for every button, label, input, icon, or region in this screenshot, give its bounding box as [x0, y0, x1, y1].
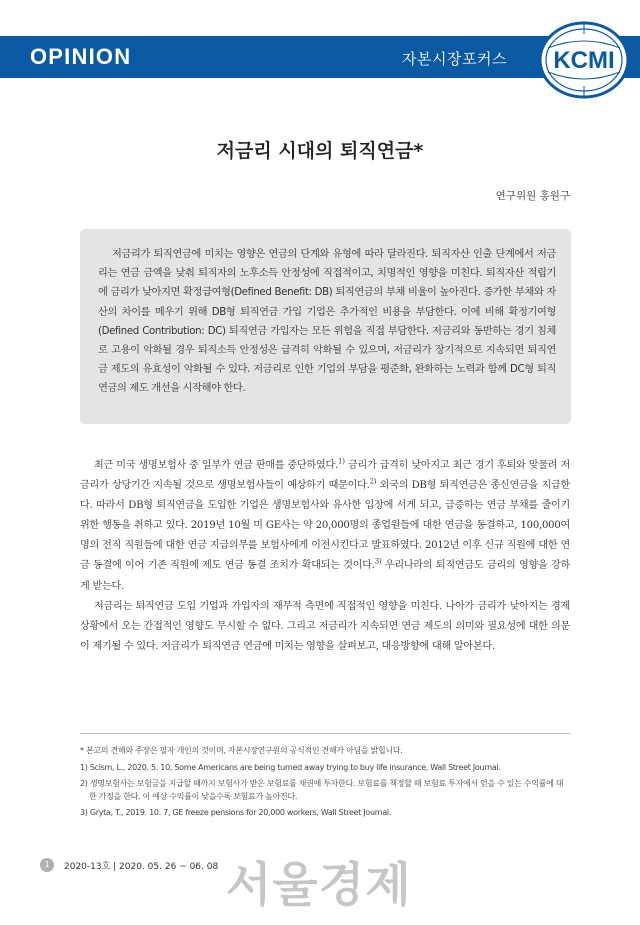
abstract-text: 저금리가 퇴직연금에 미치는 영향은 연금의 단계와 유형에 따라 달라진다. 퇴직자산 인출 단계에서 저금리는 연금 금액을 낮춰 퇴직자의 노후소득 안정성에 직접적이고, 치명적인 영향을 미친다. 퇴직자산 적립기에 금리가 낮아지면 확정급여형(Defined Benefit: DB) 퇴직연금의 부채 비율이 높아진다. 증가한 부채와 자산의 차이를 메우기 위해 DB형 퇴직연금 가입 기업은 추가적인 비용을 부담한다. 이에 비해 확정기여형(Defined Contribution: DC) 퇴직연금 가입자는 모든 위험을 직접 부담한다. 저금리와 동반하는 경기 침체로 고용이 악화될 경우 퇴직소득 안정성은 급격히 악화될 수 있으며, 저금리가 장기적으로 지속되면 퇴직연금 제도의 유효성이 악화될 수 있다. 저금리로 인한 기업의 부담을 평준화, 완화하는 노력과 함께 DC형 퇴직연금의 제도 개선을 시작해야 한다. — [98, 249, 556, 395]
article-title: 저금리 시대의 퇴직연금* — [216, 140, 424, 162]
body-paragraph-2: 저금리는 퇴직연금 도입 기업과 가입자의 재무적 측면에 직접적인 영향을 미친다. 나아가 금리가 낮아지는 경제 상황에서 오는 간접적인 영향도 무시할 수 없다. 그리고 저금리가 지속되면 연금 제도의 의미와 필요성에 대한 의문이 제기될 수 있다. 저금리가 퇴직연금 연금에 미치는 영향을 살펴보고, 대응방향에 대해 알아본다. — [80, 600, 570, 652]
footnote-divider — [80, 733, 570, 734]
footnote-ref-2: 2) — [369, 477, 377, 486]
para1-text-3: 외국의 DB형 퇴직연금은 종신연금을 지급한다. 따라서 DB형 퇴직연금을 도입한 기업은 생명보험사와 유사한 입장에 서게 되고, 급증하는 연금 부채를 줄이기 위한 행동을 취하고 있다. 2019년 10월 미 GE사는 약 20,000명의 종업원들에 대한 연금을 동결하고, 100,000여명의 전직 직원들에 대한 연금 지급의무를 보험사에게 이전시킨다고 발표하였다. 2012년 이후 신규 직원에 대한 연금 동결에 이어 기존 직원에 제도 연금 동결 조치가 확대되는 것이다. — [80, 480, 571, 572]
body-paragraph-1 — [80, 456, 570, 597]
section-label: OPINION — [30, 44, 132, 69]
issue-info: 2020-13호 | 2020. 05. 26 ~ 06. 08 — [64, 862, 219, 872]
author-line: 연구위원 홍원구 — [495, 190, 570, 202]
article-body — [80, 456, 570, 657]
footnote-ref-3: 3) — [374, 558, 382, 567]
watermark: 서울경제 — [226, 858, 412, 913]
footnote-1: 1) Scism, L., 2020. 5. 10, Some Americans are being turned away trying to buy life insurance, Wall Street Journal. — [80, 762, 501, 772]
kcmi-logo — [536, 20, 632, 100]
para1-text-4: 우리나라의 퇴직연금도 금리의 영향을 강하게 받는다. — [80, 560, 570, 592]
abstract-box — [80, 229, 571, 424]
footnotes — [80, 745, 570, 824]
footnote-2: 2) 생명보험사는 보험금을 지급할 때까지 보험사가 받은 보험료를 채권에 투자한다. 보험료를 책정할 때 보험료 투자에서 얻을 수 있는 수익률에 대한 가정을 한다. 이 예상 수익률이 낮을수록 보험료가 높아진다. — [80, 779, 564, 801]
para1-text-1: 최근 미국 생명보험사 중 일부가 연금 판매를 중단하였다. — [94, 460, 339, 471]
page-number-badge: 1 — [40, 858, 54, 872]
footnote-ref-1: 1) — [338, 457, 345, 466]
footnote-disclaimer: * 본고의 견해와 주장은 필자 개인의 것이며, 자본시장연구원의 공식적인 견해가 아님을 밝힙니다. — [80, 746, 403, 755]
footnote-3: 3) Gryta, T., 2019. 10. 7, GE freeze pensions for 20,000 workers, Wall Street Journal. — [80, 808, 392, 818]
para1-text-2: 금리가 급격히 낮아지고 최근 경기 후퇴와 맞물려 저금리가 상당기간 지속될 것으로 생명보험사들이 예상하기 때문이다. — [80, 460, 570, 492]
series-name: 자본시장포커스 — [402, 50, 507, 68]
logo-text: KCMI — [553, 47, 615, 74]
